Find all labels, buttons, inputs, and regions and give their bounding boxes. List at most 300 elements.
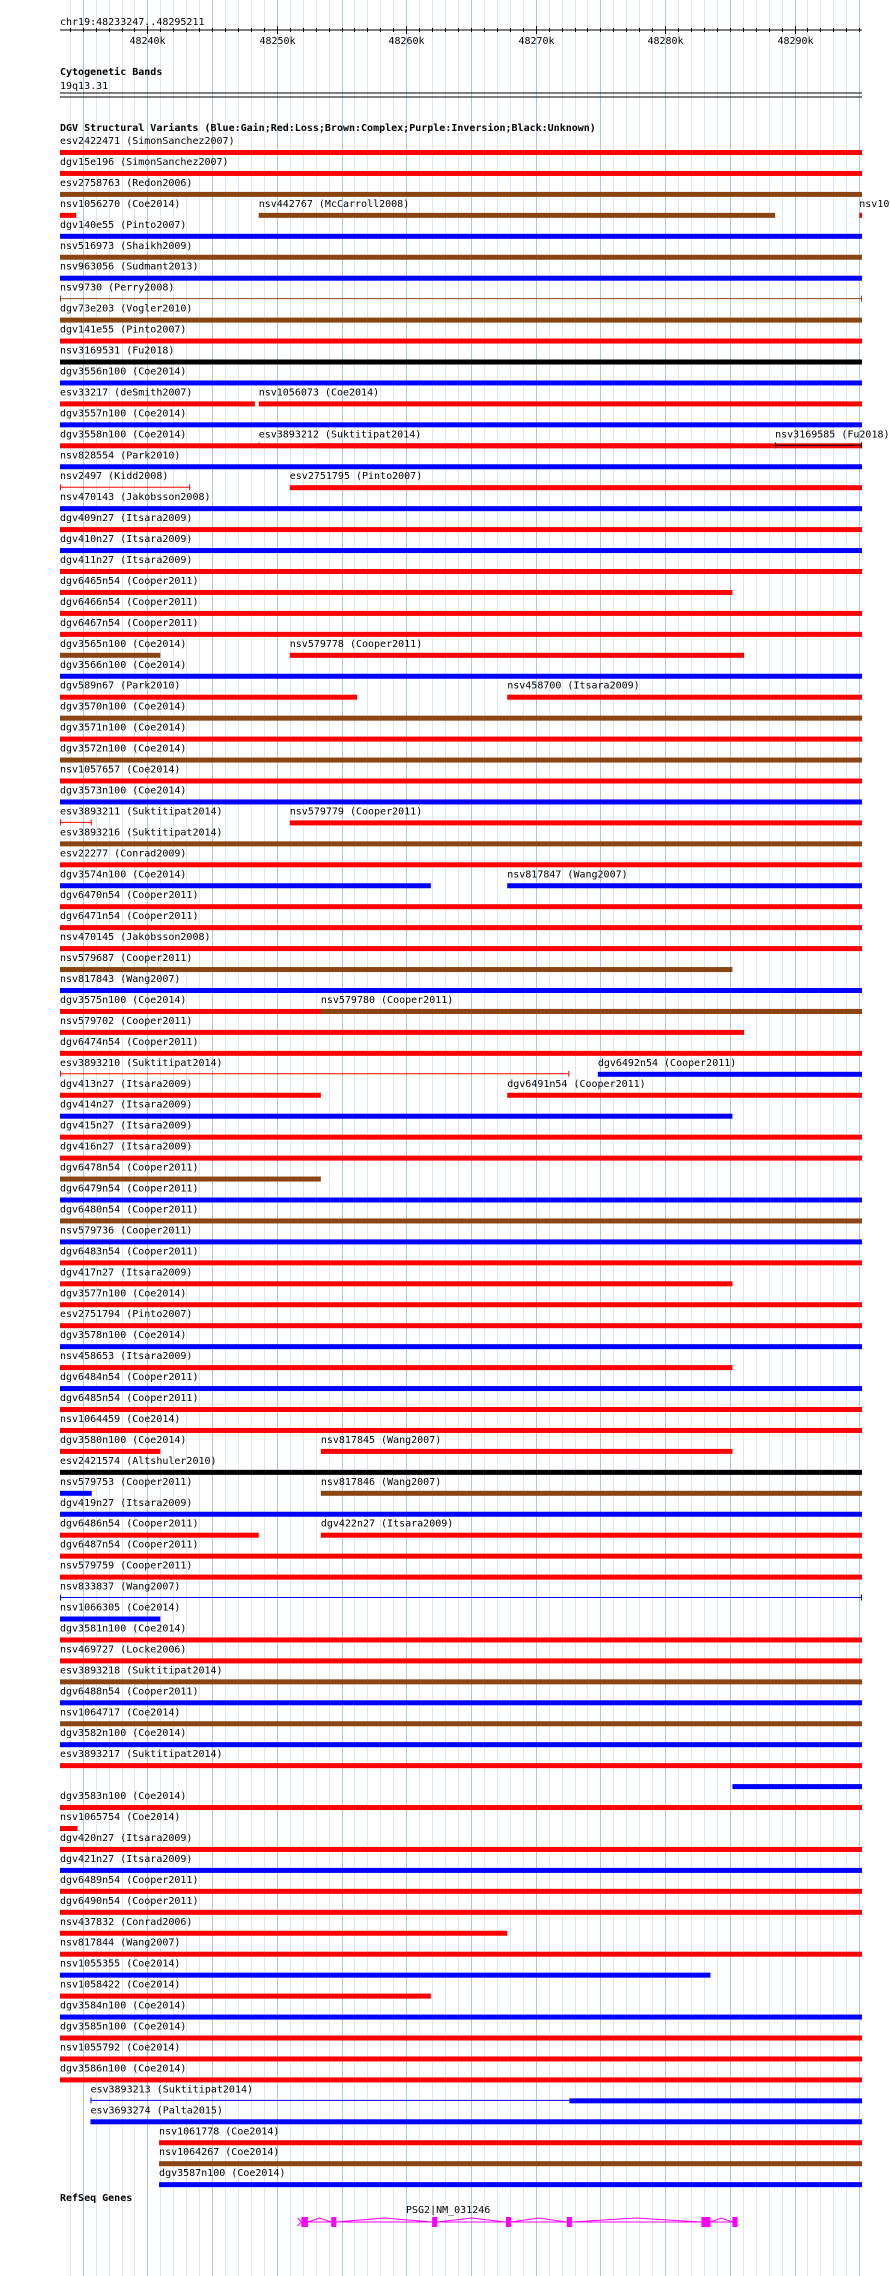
sv-label: nsv1061778 (Coe2014)	[159, 2126, 280, 2138]
sv-feature[interactable]	[775, 429, 889, 448]
sv-feature[interactable]	[507, 681, 862, 700]
sv-label: dgv6465n54 (Cooper2011)	[60, 575, 199, 587]
sv-label: nsv458653 (Itsara2009)	[60, 1351, 193, 1363]
sv-feature[interactable]	[259, 429, 733, 448]
sv-label: dgv3581n100 (Coe2014)	[60, 1623, 187, 1635]
sv-feature[interactable]	[60, 660, 862, 679]
sv-feature[interactable]	[60, 178, 862, 197]
sv-label: dgv3582n100 (Coe2014)	[60, 1728, 187, 1740]
sv-bar	[60, 1512, 862, 1517]
gene-exon	[432, 2217, 437, 2227]
sv-bar	[60, 632, 862, 637]
sv-bar	[60, 1721, 862, 1726]
sv-label: nsv817845 (Wang2007)	[320, 1434, 442, 1446]
sv-label: dgv6470n54 (Cooper2011)	[60, 890, 199, 902]
sv-label: esv22277 (Conrad2009)	[60, 848, 187, 860]
sv-bar	[60, 1260, 862, 1265]
sv-label: dgv6483n54 (Cooper2011)	[60, 1246, 199, 1258]
sv-bar	[290, 820, 862, 825]
sv-feature[interactable]	[60, 1791, 862, 1810]
sv-bar	[60, 967, 732, 972]
sv-bar	[60, 716, 862, 721]
sv-label: nsv470143 (Jakobsson2008)	[60, 492, 211, 504]
sv-label: esv3893218 (Suktitipat2014)	[60, 1665, 223, 1677]
sv-label: dgv3558n100 (Coe2014)	[60, 429, 187, 441]
sv-feature[interactable]	[60, 2001, 862, 2020]
sv-bar	[60, 1910, 862, 1915]
sv-feature[interactable]	[60, 911, 862, 930]
sv-bar	[60, 318, 862, 323]
sv-bar	[60, 1239, 862, 1244]
sv-feature[interactable]	[60, 450, 862, 469]
sv-feature[interactable]	[598, 1058, 862, 1077]
sv-feature[interactable]	[732, 1784, 862, 1789]
sv-feature[interactable]	[60, 1519, 259, 1538]
sv-label: nsv1064267 (Coe2014)	[159, 2147, 280, 2159]
sv-feature[interactable]	[60, 576, 732, 595]
sv-bar	[60, 2015, 862, 2020]
sv-bar	[60, 779, 862, 784]
sv-bar	[60, 862, 862, 867]
sv-feature[interactable]	[60, 136, 862, 155]
sv-feature[interactable]	[60, 869, 431, 888]
sv-feature[interactable]	[159, 2126, 862, 2145]
sv-bar	[60, 255, 862, 260]
gene-exon	[506, 2217, 511, 2227]
sv-bar	[60, 1679, 862, 1684]
sv-feature[interactable]	[60, 1456, 862, 1475]
sv-bar	[60, 883, 431, 888]
ruler	[71, 26, 860, 47]
sv-feature[interactable]	[60, 1896, 862, 1915]
sv-feature[interactable]	[60, 1959, 710, 1978]
sv-feature[interactable]	[60, 304, 862, 323]
sv-bar	[60, 988, 862, 993]
sv-bar	[507, 1093, 862, 1098]
sv-bar	[60, 1889, 862, 1894]
sv-feature[interactable]	[60, 1225, 862, 1244]
sv-bar	[60, 422, 862, 427]
sv-feature[interactable]	[60, 1854, 862, 1873]
sv-bar	[60, 1658, 862, 1663]
sv-bar	[60, 150, 862, 155]
locus-label: chr19:48233247..48295211	[60, 17, 205, 28]
sv-label: dgv3557n100 (Coe2014)	[60, 408, 187, 420]
gene-exon	[331, 2217, 336, 2227]
sv-bar	[60, 464, 862, 469]
sv-bar	[60, 1407, 862, 1412]
sv-feature[interactable]	[60, 1980, 431, 1999]
sv-bar	[60, 401, 255, 406]
sv-label: nsv579687 (Cooper2011)	[60, 953, 193, 965]
sv-feature[interactable]	[60, 157, 862, 176]
sv-feature[interactable]	[60, 702, 862, 721]
sv-label: dgv3570n100 (Coe2014)	[60, 701, 187, 713]
sv-feature[interactable]	[60, 1686, 862, 1705]
sv-feature[interactable]	[60, 1184, 862, 1203]
sv-bar	[60, 1470, 862, 1475]
sv-label: esv3893210 (Suktitipat2014)	[60, 1057, 223, 1069]
gene-intron-arc	[336, 2218, 432, 2222]
sv-feature[interactable]	[60, 346, 862, 365]
sv-feature[interactable]	[60, 387, 255, 406]
sv-bar	[60, 590, 732, 595]
sv-feature[interactable]	[60, 1351, 732, 1370]
sv-bar	[60, 360, 862, 365]
sv-bar	[60, 213, 76, 218]
sv-feature[interactable]	[60, 241, 862, 260]
sv-feature[interactable]	[60, 366, 862, 385]
sv-label: esv3893212 (Suktitipat2014)	[258, 429, 422, 441]
sv-bar	[60, 1135, 862, 1140]
sv-feature[interactable]	[60, 1812, 180, 1831]
sv-bar	[60, 904, 862, 909]
sv-bar	[60, 1554, 862, 1559]
sv-feature[interactable]	[60, 1749, 862, 1768]
sv-label: nsv817846 (Wang2007)	[320, 1476, 442, 1488]
cytoband-track-title: Cytogenetic Bands	[60, 67, 163, 78]
sv-label: dgv140e55 (Pinto2007)	[60, 219, 187, 231]
sv-label: dgv3578n100 (Coe2014)	[60, 1330, 187, 1342]
ruler-tick-label: 48280k	[647, 36, 684, 47]
sv-bar	[60, 2036, 862, 2041]
sv-bar	[60, 1763, 862, 1768]
sv-feature[interactable]	[60, 1875, 862, 1894]
sv-feature[interactable]	[60, 1414, 862, 1433]
sv-bar	[507, 695, 862, 700]
sv-label: nsv470145 (Jakobsson2008)	[60, 932, 211, 944]
sv-bar	[60, 799, 862, 804]
sv-feature[interactable]	[321, 1519, 862, 1538]
sv-feature[interactable]	[60, 283, 862, 302]
sv-label: esv2422471 (SimonSanchez2007)	[60, 136, 235, 147]
sv-feature[interactable]	[60, 199, 180, 218]
sv-bar	[60, 841, 862, 846]
sv-bar	[598, 1072, 862, 1077]
ruler-tick-label: 48240k	[129, 36, 166, 47]
sv-feature[interactable]	[60, 1707, 862, 1726]
sv-feature[interactable]	[60, 492, 862, 511]
sv-feature[interactable]	[60, 1435, 186, 1454]
sv-feature[interactable]	[507, 1079, 862, 1098]
sv-label: nsv579779 (Cooper2011)	[289, 806, 423, 818]
sv-label: dgv417n27 (Itsara2009)	[60, 1267, 193, 1279]
sv-label: dgv3587n100 (Coe2014)	[159, 2168, 286, 2180]
sv-feature[interactable]	[90, 2084, 862, 2103]
sv-feature[interactable]	[60, 2022, 862, 2041]
sv-bar	[60, 1323, 862, 1328]
sv-label: dgv415n27 (Itsara2009)	[60, 1120, 193, 1132]
sv-feature[interactable]	[60, 1079, 321, 1098]
sv-label: esv33217 (deSmith2007)	[60, 387, 193, 399]
gene-exon	[301, 2217, 307, 2227]
sv-feature[interactable]	[60, 785, 862, 804]
sv-feature[interactable]	[60, 1561, 862, 1580]
ruler-tick-label: 48260k	[388, 36, 425, 47]
sv-feature[interactable]	[60, 2042, 862, 2061]
sv-bar	[60, 1952, 862, 1957]
sv-feature[interactable]	[60, 890, 862, 909]
sv-label: dgv3575n100 (Coe2014)	[60, 994, 187, 1006]
sv-bar	[60, 1449, 160, 1454]
sv-bar	[290, 485, 862, 490]
sv-bar	[60, 695, 357, 700]
sv-label: dgv6474n54 (Cooper2011)	[60, 1036, 199, 1048]
sv-feature[interactable]	[259, 387, 862, 406]
sv-feature[interactable]	[60, 1665, 862, 1684]
gene-exon	[567, 2217, 572, 2227]
sv-label: nsv579778 (Cooper2011)	[289, 638, 423, 650]
sv-label: nsv1055355 (Coe2014)	[60, 1958, 181, 1970]
sv-bar	[60, 1533, 259, 1538]
sv-bar	[60, 192, 862, 197]
sv-bar	[60, 506, 862, 511]
sv-feature[interactable]	[60, 827, 862, 846]
sv-feature[interactable]	[60, 1016, 744, 1035]
sv-feature[interactable]	[60, 1477, 192, 1496]
sv-feature[interactable]	[60, 848, 862, 867]
sv-feature[interactable]	[60, 513, 862, 532]
sv-feature[interactable]	[60, 1917, 507, 1936]
sv-bar	[321, 1449, 733, 1454]
sv-feature[interactable]	[60, 618, 862, 637]
sv-bar	[60, 1617, 160, 1622]
sv-feature[interactable]	[290, 806, 862, 825]
sv-bar	[60, 234, 862, 239]
sv-label: nsv1065754 (Coe2014)	[60, 1812, 181, 1823]
sv-bar	[321, 1009, 862, 1014]
sv-feature[interactable]	[60, 932, 862, 951]
sv-feature[interactable]	[60, 1246, 862, 1265]
ruler-tick-label: 48250k	[259, 36, 296, 47]
sv-label: nsv1058422 (Coe2014)	[60, 1979, 181, 1991]
sv-label: dgv422n27 (Itsara2009)	[320, 1518, 454, 1530]
sv-feature[interactable]	[60, 1833, 862, 1852]
sv-bar	[60, 1428, 862, 1433]
sv-label: dgv421n27 (Itsara2009)	[60, 1853, 193, 1865]
sv-feature[interactable]	[159, 2168, 862, 2187]
sv-label: esv2421574 (Altshuler2010)	[60, 1455, 217, 1467]
sv-label: nsv579759 (Cooper2011)	[60, 1560, 193, 1572]
sv-label: esv2758763 (Redon2006)	[60, 177, 193, 189]
sv-bar	[60, 276, 862, 281]
sv-feature[interactable]	[60, 1058, 569, 1077]
sv-bar	[60, 1344, 862, 1349]
sv-bar	[159, 2182, 862, 2187]
gene-intron-arc	[710, 2218, 732, 2222]
sv-label: dgv6492n54 (Cooper2011)	[597, 1057, 737, 1069]
sv-feature[interactable]	[60, 1540, 862, 1559]
sv-label: esv2751795 (Pinto2007)	[289, 471, 423, 483]
sv-bar	[60, 1868, 862, 1873]
dgv-track-title: DGV Structural Variants (Blue:Gain;Red:Loss;Brown:Complex;Purple:Inversion;Black:Unknown)	[60, 123, 596, 134]
sv-label: dgv413n27 (Itsara2009)	[60, 1078, 193, 1090]
sv-bar	[159, 2161, 862, 2166]
sv-label: dgv6485n54 (Cooper2011)	[60, 1393, 199, 1404]
sv-feature[interactable]	[90, 2105, 862, 2124]
sv-label: dgv414n27 (Itsara2009)	[60, 1099, 193, 1111]
sv-bar	[60, 2077, 862, 2082]
sv-label: dgv3573n100 (Coe2014)	[60, 785, 187, 797]
sv-label: nsv817844 (Wang2007)	[60, 1937, 181, 1949]
sv-feature[interactable]	[60, 1204, 862, 1223]
sv-bar	[60, 758, 862, 763]
sv-bar	[859, 213, 862, 218]
sv-feature[interactable]	[60, 1372, 862, 1391]
sv-bar	[60, 1365, 732, 1370]
sv-feature[interactable]	[321, 1477, 862, 1496]
ruler-tick-label: 48270k	[518, 36, 555, 47]
sv-label: nsv817843 (Wang2007)	[60, 974, 181, 985]
sv-feature[interactable]	[60, 1163, 321, 1182]
sv-bar	[60, 1030, 744, 1035]
sv-label: dgv3584n100 (Coe2014)	[60, 2000, 187, 2012]
sv-label: dgv411n27 (Itsara2009)	[60, 555, 193, 566]
sv-bar	[60, 527, 862, 532]
sv-feature[interactable]	[60, 1623, 862, 1642]
sv-label: dgv6484n54 (Cooper2011)	[60, 1372, 199, 1384]
sv-label: dgv6467n54 (Cooper2011)	[60, 617, 199, 629]
sv-label: nsv3169531 (Fu2018)	[60, 345, 175, 357]
sv-label: dgv6487n54 (Cooper2011)	[60, 1539, 199, 1551]
sv-bar	[60, 1156, 862, 1161]
sv-feature[interactable]	[60, 1100, 732, 1119]
sv-feature[interactable]	[60, 1393, 862, 1412]
sv-label: esv3693274 (Palta2015)	[90, 2105, 223, 2117]
sv-bar	[60, 1386, 862, 1391]
sv-feature[interactable]	[60, 1288, 862, 1307]
sv-label: nsv458700 (Itsara2009)	[507, 680, 640, 692]
sv-feature[interactable]	[60, 1938, 862, 1957]
sv-feature[interactable]	[60, 262, 862, 281]
sv-feature[interactable]	[60, 471, 190, 490]
sv-bar	[60, 1742, 862, 1747]
sv-bar	[60, 925, 862, 930]
sv-feature[interactable]	[60, 765, 862, 784]
gene-exon	[732, 2217, 737, 2227]
sv-feature[interactable]	[60, 639, 186, 658]
sv-label: esv2751794 (Pinto2007)	[60, 1309, 193, 1321]
sv-bar	[60, 737, 862, 742]
sv-label: nsv817847 (Wang2007)	[507, 869, 628, 881]
sv-feature[interactable]	[859, 199, 889, 218]
sv-feature[interactable]	[60, 1121, 862, 1140]
sv-label: dgv3577n100 (Coe2014)	[60, 1288, 187, 1300]
sv-label: nsv833837 (Wang2007)	[60, 1581, 181, 1593]
sv-feature[interactable]	[60, 555, 862, 574]
sv-label: esv3893213 (Suktitipat2014)	[90, 2084, 254, 2096]
sv-feature[interactable]	[321, 995, 862, 1014]
sv-feature[interactable]	[60, 1142, 862, 1161]
sv-label: dgv3574n100 (Coe2014)	[60, 869, 187, 881]
sv-label: dgv419n27 (Itsara2009)	[60, 1497, 193, 1509]
sv-label: dgv6488n54 (Cooper2011)	[60, 1686, 199, 1698]
sv-feature[interactable]	[259, 199, 775, 218]
sv-label: nsv963056 (Sudmant2013)	[60, 261, 199, 273]
sv-bar	[60, 1931, 507, 1936]
sv-label: nsv1056073 (Coe2014)	[258, 387, 380, 399]
sv-label: dgv6491n54 (Cooper2011)	[507, 1078, 646, 1090]
sv-feature[interactable]	[60, 1728, 862, 1747]
sv-feature[interactable]	[507, 869, 862, 888]
sv-feature[interactable]	[60, 325, 862, 344]
sv-bar	[60, 380, 862, 385]
sv-feature[interactable]	[60, 597, 862, 616]
sv-label: dgv410n27 (Itsara2009)	[60, 534, 193, 546]
sv-feature[interactable]	[159, 2147, 862, 2166]
sv-label: dgv3580n100 (Coe2014)	[60, 1434, 187, 1446]
refseq-gene-model[interactable]	[297, 2217, 737, 2227]
sv-label: nsv1066305 (Coe2014)	[60, 1602, 181, 1614]
sv-bar	[159, 2140, 862, 2145]
sv-bar	[321, 1491, 862, 1496]
sv-label: dgv3571n100 (Coe2014)	[60, 722, 187, 734]
sv-feature[interactable]	[321, 1435, 733, 1454]
sv-label: nsv1064459 (Coe2014)	[60, 1413, 181, 1425]
sv-label: nsv579780 (Cooper2011)	[320, 994, 454, 1006]
sv-label: dgv6486n54 (Cooper2011)	[60, 1518, 199, 1530]
sv-feature[interactable]	[60, 1582, 862, 1601]
sv-bar	[60, 1700, 862, 1705]
sv-feature[interactable]	[60, 744, 862, 763]
sv-bar	[60, 1051, 862, 1056]
sv-feature[interactable]	[60, 681, 357, 700]
sv-bar	[60, 611, 862, 616]
sv-feature[interactable]	[60, 2063, 862, 2082]
sv-label: dgv6471n54 (Cooper2011)	[60, 911, 199, 923]
sv-feature[interactable]	[60, 953, 732, 972]
sv-bar	[60, 1114, 732, 1119]
sv-label: dgv409n27 (Itsara2009)	[60, 513, 193, 525]
sv-bar	[60, 1826, 78, 1831]
sv-label: dgv6466n54 (Cooper2011)	[60, 596, 199, 608]
sv-bar	[60, 1218, 862, 1223]
sv-label: nsv579736 (Cooper2011)	[60, 1225, 193, 1237]
sv-bar	[60, 1198, 862, 1203]
sv-label: dgv420n27 (Itsara2009)	[60, 1832, 193, 1844]
sv-label: dgv416n27 (Itsara2009)	[60, 1141, 193, 1153]
sv-feature[interactable]	[290, 471, 862, 490]
sv-label: nsv1057657 (Coe2014)	[60, 764, 181, 776]
sv-bar	[60, 1994, 431, 1999]
sv-bar	[321, 1533, 862, 1538]
sv-feature[interactable]	[60, 1498, 862, 1517]
sv-feature[interactable]	[60, 806, 223, 825]
sv-feature[interactable]	[60, 1603, 180, 1622]
sv-label: nsv10	[859, 198, 890, 210]
sv-label: dgv73e203 (Vogler2010)	[60, 303, 193, 315]
sv-feature[interactable]	[60, 723, 862, 742]
sv-bar	[60, 1093, 321, 1098]
sv-feature[interactable]	[290, 639, 744, 658]
sv-bar	[60, 1805, 862, 1810]
sv-feature[interactable]	[60, 408, 862, 427]
sv-feature[interactable]	[60, 1644, 862, 1663]
sv-feature[interactable]	[60, 1037, 862, 1056]
sv-feature[interactable]	[60, 1330, 862, 1349]
sv-bar	[732, 1784, 862, 1789]
sv-feature[interactable]	[60, 534, 862, 553]
sv-bar	[60, 1281, 732, 1286]
sv-feature[interactable]	[60, 220, 862, 239]
sv-bar	[60, 674, 862, 679]
sv-feature[interactable]	[60, 974, 862, 993]
sv-feature[interactable]	[60, 1309, 862, 1328]
sv-feature[interactable]	[60, 1267, 732, 1286]
sv-label: dgv6479n54 (Cooper2011)	[60, 1183, 199, 1195]
sv-bar	[60, 1973, 710, 1978]
sv-bar	[60, 339, 862, 344]
